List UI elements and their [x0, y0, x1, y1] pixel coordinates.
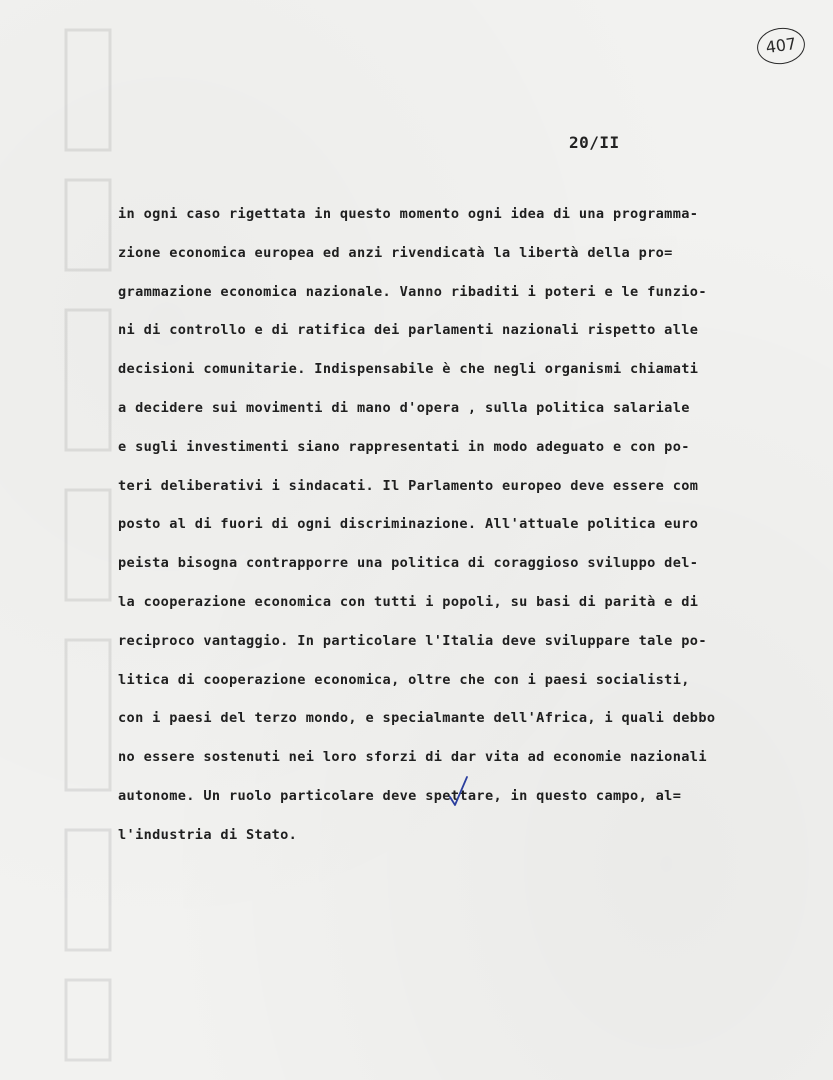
archive-watermark: [58, 20, 118, 1080]
text-line: in ogni caso rigettata in questo momento ogni idea di una programma-: [118, 206, 699, 222]
page-reference: 20/II: [569, 133, 620, 152]
text-line: l'industria di Stato.: [118, 826, 298, 843]
text-line: peista bisogna contrapporre una politica di coraggioso sviluppo del-: [118, 555, 699, 572]
page-number-stamp: 407: [755, 25, 808, 67]
text-line: a decidere sui movimenti di mano d'opera , sulla politica salariale: [118, 399, 690, 416]
text-line: teri deliberativi i sindacati. Il Parlamento europeo deve essere com: [118, 477, 699, 494]
text-line: reciproco vantaggio. In particolare l'Italia deve sviluppare tale po-: [118, 632, 707, 649]
text-line: litica di cooperazione economica, oltre che con i paesi socialisti,: [118, 671, 690, 688]
text-line: grammazione economica nazionale. Vanno ribaditi i poteri e le funzio-: [118, 283, 707, 300]
text-line: decisioni comunitarie. Indispensabile è che negli organismi chiamati: [118, 361, 699, 378]
text-line: no essere sostenuti nei loro sforzi di dar vita ad economie nazionali: [118, 749, 707, 766]
text-line: autonome. Un ruolo particolare deve spettare, in questo campo, al=: [118, 787, 682, 804]
typed-body-text: [118, 200, 818, 860]
text-line: ni di controllo e di ratifica dei parlamenti nazionali rispetto alle: [118, 322, 699, 339]
text-line: zione economica europea ed anzi rivendicatà la libertà della pro=: [118, 244, 673, 261]
text-line: la cooperazione economica con tutti i popoli, su basi di parità e di: [118, 593, 699, 610]
text-line: e sugli investimenti siano rappresentati in modo adeguato e con po-: [118, 438, 690, 455]
pen-check-mark: [448, 775, 470, 809]
text-line: posto al di fuori di ogni discriminazione. All'attuale politica euro: [118, 516, 699, 533]
text-line: con i paesi del terzo mondo, e specialmante dell'Africa, i quali debbo: [118, 710, 716, 727]
